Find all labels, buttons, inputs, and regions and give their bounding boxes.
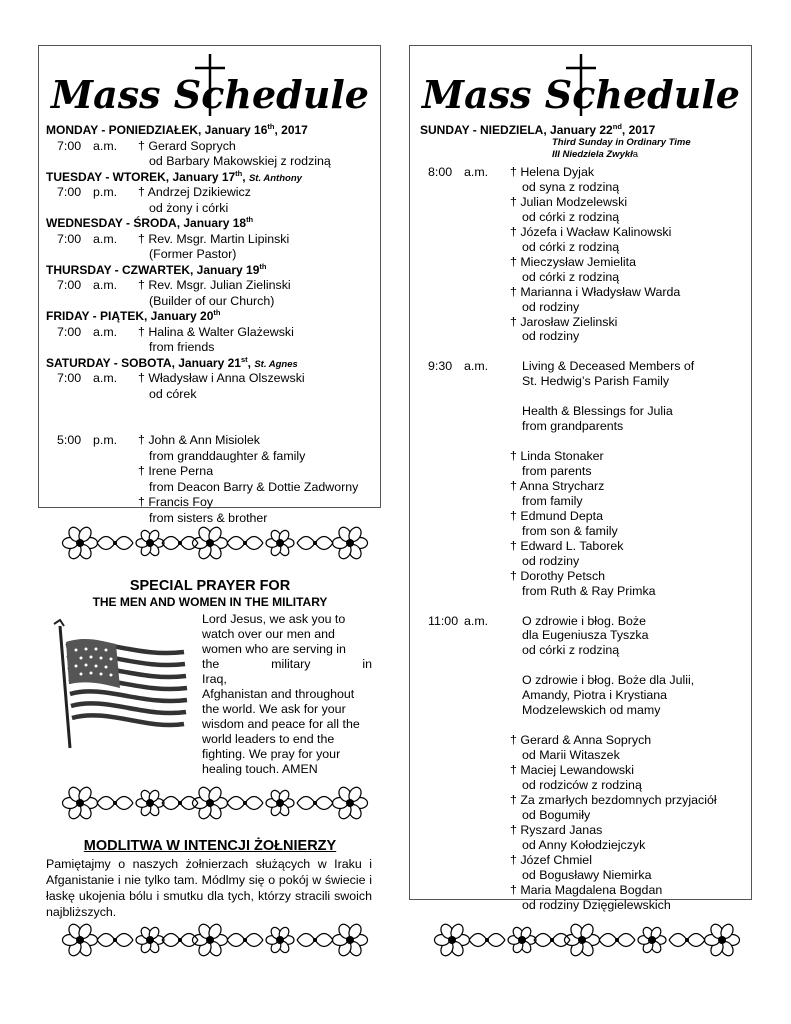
mass-ampm: a.m. (93, 231, 118, 246)
prayer-line: wisdom and peace for all the (202, 717, 360, 731)
mass-ampm: a.m. (464, 359, 489, 374)
mass-time: 7:00 (57, 231, 82, 246)
cross-title-graphic (50, 52, 369, 118)
weekday-schedule-panel (38, 45, 381, 525)
sunday-heading: SUNDAY - NIEDZIELA, January 22nd, 2017 (420, 122, 656, 137)
day-heading (46, 123, 308, 138)
intention-offered-by: St. Hedwig’s Parish Family (522, 374, 670, 389)
prayer-subtitle: THE MEN AND WOMEN IN THE MILITARY (92, 595, 328, 609)
intention-offered-by: from parents (522, 464, 592, 478)
day-label: MONDAY - PONIEDZIAŁEK, January 16 (46, 123, 268, 137)
intention-offered-by: od Bogusławy Niemirka (522, 867, 652, 882)
flower-divider-top-left (0, 520, 791, 566)
mass-ampm: p.m. (93, 433, 118, 447)
mass-intention: † Halina & Walter Glażewski (138, 324, 294, 339)
mass-intention: † Linda Stonaker (510, 449, 604, 464)
day-year: , (247, 355, 251, 370)
day-heading (46, 309, 220, 324)
intention-offered-by: od córki z rodziną (522, 239, 620, 254)
day-heading (46, 356, 298, 372)
intention-offered-by: (Former Pastor) (149, 247, 237, 261)
mass-intention: † Marianna i Władysław Warda (510, 284, 681, 299)
intention-offered-by: dla Eugeniusza Tyszka (522, 628, 649, 643)
intention-offered-by: from friends (149, 340, 215, 354)
day-label: WEDNESDAY - ŚRODA, January 18 (46, 216, 247, 230)
intention-offered-by: od Bogumiły (522, 807, 591, 822)
mass-time: 7:00 (57, 278, 82, 292)
day-year: , 2017 (274, 123, 308, 137)
day-ordinal: th (267, 122, 275, 131)
day-ordinal: th (259, 261, 267, 271)
mass-time: 7:00 (57, 185, 82, 199)
prayer-line: the world. We ask for your (202, 702, 346, 716)
mass-intention: † Anna Strycharz (510, 478, 605, 493)
intention-offered-by: od Anny Kołodziejczyk (522, 837, 646, 852)
prayer-text (202, 612, 372, 777)
intention-offered-by: from family (522, 493, 583, 508)
mass-intention: † Rev. Msgr. Martin Lipinski (138, 231, 290, 246)
prayer-line: world leaders to end the (202, 732, 335, 746)
sunday-schedule-panel (409, 45, 752, 912)
mass-time: 7:00 (57, 324, 82, 339)
intention-offered-by: od córek (149, 386, 197, 401)
mass-schedule-title-text-right: Mass Schedule (421, 72, 740, 117)
mass-time: 11:00 (428, 613, 459, 628)
mass-ampm: a.m. (93, 371, 118, 385)
day-ordinal: st (240, 354, 248, 364)
intention-offered-by: (Builder of our Church) (149, 293, 275, 308)
day-heading (46, 216, 253, 231)
intention-offered-by: Health & Blessings for Julia (522, 404, 673, 419)
intention-offered-by: from granddaughter & family (149, 448, 306, 463)
prayer-line: Lord Jesus, we ask you to (202, 612, 346, 626)
polish-prayer-title: MODLITWA W INTENCJI ŻOŁNIERZY (83, 838, 337, 854)
intention-offered-by: od rodziny (522, 553, 580, 568)
mass-time: 5:00 (57, 433, 82, 447)
prayer-line: healing touch. AMEN (202, 762, 318, 776)
intention-offered-by: from Deacon Barry & Dottie Zadworny (149, 479, 359, 494)
day-ordinal: th (213, 308, 221, 317)
mass-ampm: a.m. (464, 165, 489, 179)
flower-divider-middle-left (0, 777, 791, 826)
mass-ampm: a.m. (93, 138, 118, 153)
day-heading (46, 170, 302, 186)
intention-offered-by: from son & family (522, 523, 618, 538)
flower-divider-bottom-right (0, 917, 791, 963)
prayer-line: women who are serving in (202, 642, 346, 656)
day-ordinal: th (246, 215, 254, 224)
mass-intention: † Józef Chmiel (510, 852, 592, 867)
day-ordinal: th (235, 168, 243, 178)
intention-offered-by: od córki z rodziną (522, 209, 620, 224)
intention-offered-by: from Ruth & Ray Primka (522, 583, 656, 598)
mass-intention: † Rev. Msgr. Julian Zielinski (138, 278, 291, 292)
mass-intention: † Gerard Soprych (138, 138, 236, 153)
intention-offered-by: od rodziny (522, 329, 580, 344)
day-label: THURSDAY - CZWARTEK, January 19 (46, 262, 260, 277)
intention-offered-by: od rodziny Dzięgielewskich (522, 897, 671, 912)
prayer-line: watch over our men and (202, 627, 335, 641)
intention-offered-by: od Marii Witaszek (522, 748, 620, 763)
mass-intention: † John & Ann Misiolek (138, 433, 260, 447)
mass-schedule-heading-right (410, 52, 751, 118)
intention-offered-by: od żony i córki (149, 200, 229, 215)
cross-title-graphic-right (421, 52, 740, 118)
mass-intention: † Józefa i Wacław Kalinowski (510, 224, 672, 239)
prayer-line: fighting. We pray for your (202, 747, 341, 761)
prayer-line: Afghanistan and throughout (202, 687, 355, 701)
mass-intention: Living & Deceased Members of (522, 359, 695, 374)
mass-intention: † Mieczysław Jemielita (510, 254, 637, 269)
liturgical-day-english: Third Sunday in Ordinary Time (552, 137, 691, 148)
mass-intention: † Irene Perna (138, 464, 214, 478)
intention-offered-by: O zdrowie i błog. Boże dla Julii, (522, 673, 695, 688)
mass-intention: † Edmund Depta (510, 508, 603, 523)
prayer-line: the military in Iraq, (202, 657, 372, 686)
mass-intention: † Władysław i Anna Olszewski (138, 371, 305, 385)
day-label: TUESDAY - WTOREK, January 17 (46, 169, 236, 184)
mass-time: 7:00 (57, 138, 82, 153)
intention-offered-by: from grandparents (522, 419, 624, 434)
intention-offered-by: Modzelewskich od mamy (522, 703, 661, 718)
intention-offered-by: od rodziców z rodziną (522, 777, 642, 792)
mass-intention: † Andrzej Dzikiewicz (138, 185, 251, 199)
liturgical-day-polish: III Niedziela Zwykła (552, 149, 639, 160)
mass-intention: † Gerard & Anna Soprych (510, 733, 652, 748)
mass-intention: † Edward L. Taborek (510, 538, 624, 553)
intention-offered-by: od Barbary Makowskiej z rodziną (149, 154, 331, 168)
mass-intention: † Za zmarłych bezdomnych przyjaciół (510, 792, 717, 807)
mass-ampm: a.m. (93, 278, 118, 292)
mass-intention: † Jarosław Zielinski (510, 314, 618, 329)
intention-offered-by: od syna z rodziną (522, 179, 620, 194)
mass-intention: † Francis Foy (138, 495, 214, 509)
intention-offered-by: od córki z rodziną (522, 643, 620, 658)
mass-intention: † Helena Dyjak (510, 165, 595, 179)
mass-time: 8:00 (428, 165, 453, 179)
mass-intention: † Ryszard Janas (510, 822, 603, 837)
american-flag-image (44, 618, 194, 753)
day-label: FRIDAY - PIĄTEK, January 20 (46, 309, 214, 323)
prayer-title: SPECIAL PRAYER FOR (129, 578, 291, 594)
day-year: , (242, 169, 246, 184)
mass-time: 9:30 (428, 359, 453, 374)
mass-intention: † Dorothy Petsch (510, 568, 606, 583)
intention-offered-by: from sisters & brother (149, 510, 268, 525)
mass-schedule-title-text: Mass Schedule (50, 72, 369, 117)
polish-prayer-text: Pamiętajmy o naszych żołnierzach służących w Iraku i Afganistanie i nie tylko tam. Módlmy się o pokój w świecie i łaskę ukojenia bólu i smutku dla tych, którzy stracili swoich najbliższych. (46, 857, 372, 919)
day-label: SATURDAY - SOBOTA, January 21 (46, 355, 241, 370)
mass-ampm: p.m. (93, 185, 118, 199)
intention-offered-by: od córki z rodziną (522, 269, 620, 284)
mass-intention: O zdrowie i błog. Boże (522, 613, 646, 628)
mass-intention: † Maciej Lewandowski (510, 763, 634, 777)
intention-offered-by: od rodziny (522, 299, 580, 314)
mass-ampm: a.m. (464, 613, 489, 628)
mass-intention: † Julian Modzelewski (510, 194, 628, 209)
mass-ampm: a.m. (93, 324, 118, 339)
mass-schedule-heading (39, 52, 380, 118)
saint-name: St. Agnes (254, 358, 298, 370)
day-heading (46, 263, 266, 278)
mass-time: 7:00 (57, 371, 82, 385)
intention-offered-by: Amandy, Piotra i Krystiana (522, 688, 668, 703)
mass-intention: † Maria Magdalena Bogdan (510, 882, 663, 897)
saint-name: St. Anthony (248, 172, 302, 184)
